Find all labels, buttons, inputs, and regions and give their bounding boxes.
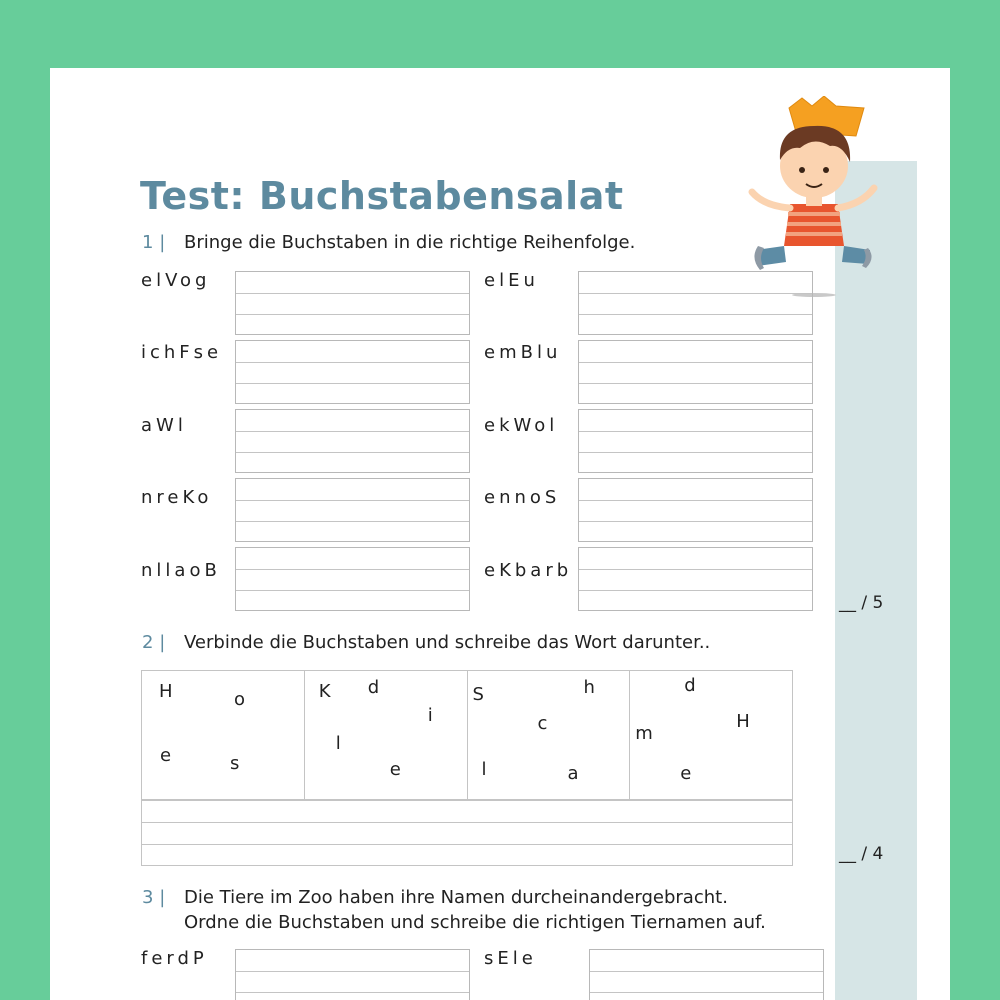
answer-box[interactable]	[578, 409, 813, 473]
letter-cell	[630, 671, 792, 799]
task-separator: |	[159, 632, 166, 653]
scrambled-word: ferdP	[141, 948, 208, 969]
letter: h	[583, 677, 595, 698]
scrambled-word: emBlu	[484, 342, 562, 363]
answer-box[interactable]	[578, 340, 813, 404]
task-text: Verbinde die Buchstaben und schreibe das Wort darunter..	[184, 632, 711, 653]
score-task-1: __ / 5	[839, 593, 884, 613]
answer-box[interactable]	[589, 949, 824, 1000]
answer-box[interactable]	[235, 949, 470, 1000]
letter-grid	[141, 670, 793, 800]
scrambled-word: aWl	[141, 415, 187, 436]
scrambled-word: elVog	[141, 270, 211, 291]
letter: H	[159, 681, 173, 702]
answer-box[interactable]	[235, 547, 470, 611]
task-separator: |	[159, 887, 166, 908]
answer-box[interactable]	[578, 478, 813, 542]
letter: K	[318, 681, 331, 702]
task-2-instruction	[142, 630, 710, 655]
letter: i	[427, 705, 433, 726]
task-text: Bringe die Buchstaben in die richtige Reihenfolge.	[184, 232, 636, 253]
letter: a	[567, 763, 579, 784]
scrambled-word: ichFse	[141, 342, 223, 363]
letter: e	[680, 763, 692, 784]
letter: S	[472, 684, 484, 705]
letter: d	[684, 675, 696, 696]
answer-box[interactable]	[578, 271, 813, 335]
answer-box[interactable]	[235, 340, 470, 404]
letter-cell	[142, 671, 305, 799]
task-text-line-2: Ordne die Buchstaben und schreibe die richtigen Tiernamen auf.	[184, 912, 766, 933]
page-title: Test: Buchstabensalat	[140, 174, 624, 218]
answer-box[interactable]	[235, 409, 470, 473]
letter: e	[160, 745, 172, 766]
task-number: 2	[142, 632, 154, 653]
letter: H	[736, 711, 750, 732]
scrambled-word: ekWol	[484, 415, 559, 436]
answer-lines[interactable]	[141, 800, 793, 866]
task-text-line-1: Die Tiere im Zoo haben ihre Namen durcheinandergebracht.	[184, 887, 728, 908]
letter: l	[481, 759, 487, 780]
scrambled-word: elEu	[484, 270, 539, 291]
letter-cell	[305, 671, 468, 799]
answer-box[interactable]	[235, 478, 470, 542]
task-3-instruction	[142, 885, 766, 935]
letter: e	[389, 759, 401, 780]
letter: l	[335, 733, 341, 754]
letter: c	[537, 713, 548, 734]
task-1-instruction	[142, 230, 635, 255]
scrambled-word: eKbarb	[484, 560, 573, 581]
worksheet-page	[50, 68, 950, 1000]
task-separator: |	[159, 232, 166, 253]
letter: o	[234, 689, 246, 710]
task-number: 1	[142, 232, 154, 253]
scrambled-word: sEle	[484, 948, 537, 969]
letter: m	[635, 723, 653, 744]
letter: s	[230, 753, 240, 774]
answer-box[interactable]	[235, 271, 470, 335]
scrambled-word: nllaoB	[141, 560, 221, 581]
scrambled-word: ennoS	[484, 487, 561, 508]
scrambled-word: nreKo	[141, 487, 213, 508]
score-task-2: __ / 4	[839, 844, 884, 864]
letter: d	[367, 677, 380, 698]
task-number: 3	[142, 887, 154, 908]
letter-cell	[468, 671, 631, 799]
answer-box[interactable]	[578, 547, 813, 611]
